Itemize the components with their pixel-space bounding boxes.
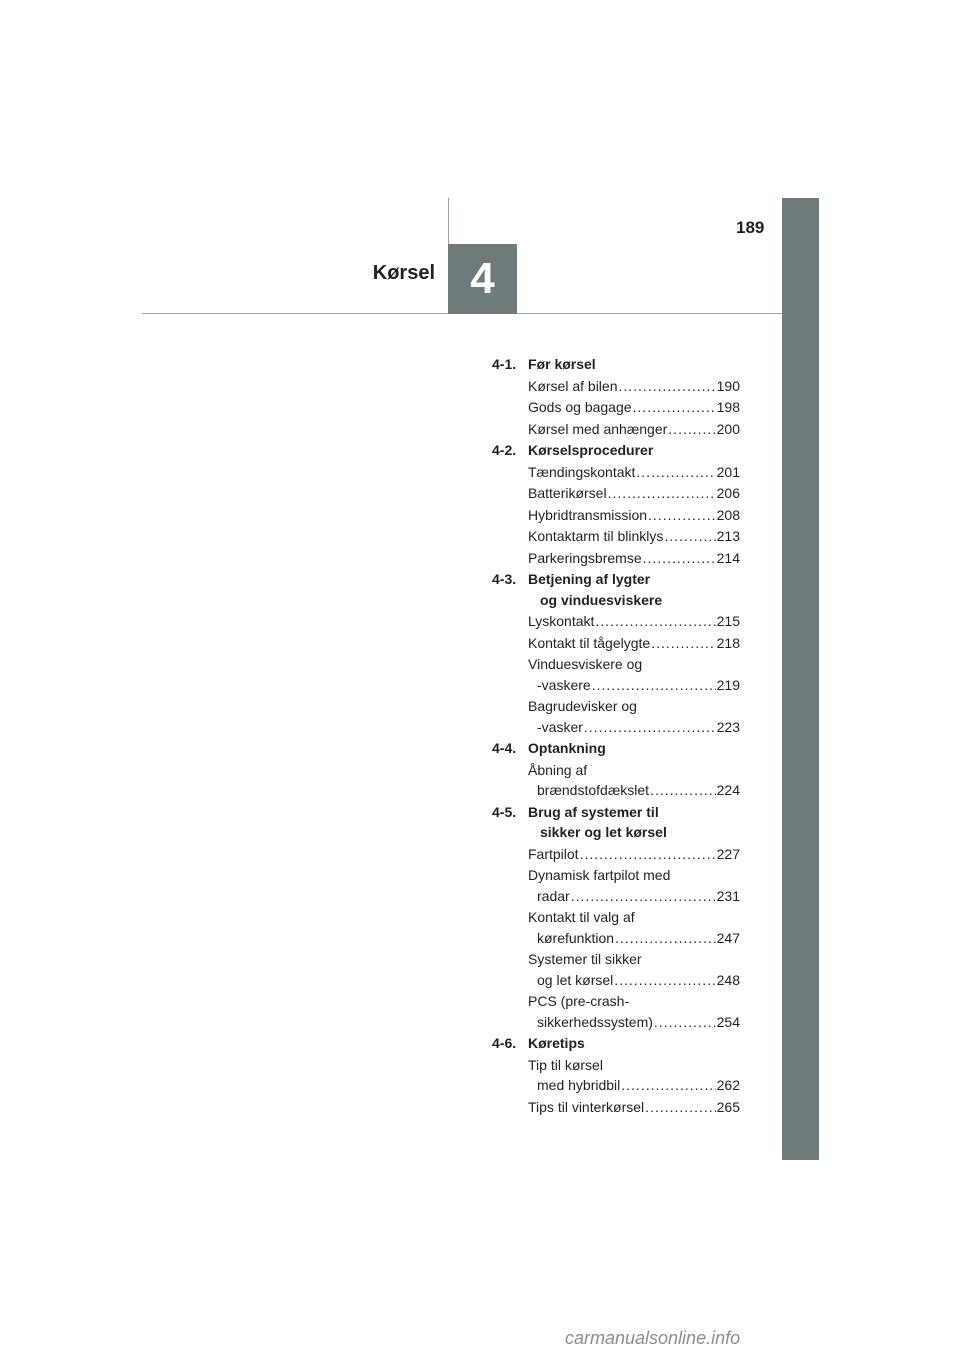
toc-entry-link[interactable] xyxy=(528,991,740,1032)
toc-section xyxy=(492,1033,740,1117)
section-number: 4-2. xyxy=(492,442,517,458)
entry-label-line: Vinduesviskere og xyxy=(528,656,643,672)
section-title xyxy=(528,738,740,759)
section-title xyxy=(528,802,740,843)
toc-entry-link[interactable] xyxy=(528,949,740,990)
entry-label: Tændingskontakt xyxy=(528,463,636,480)
page-number: 189 xyxy=(736,218,765,237)
section-heading xyxy=(492,569,740,610)
entry-label: Parkeringsbremse xyxy=(528,549,642,566)
section-title xyxy=(528,354,740,375)
section-title-line: og vinduesviskere xyxy=(540,591,663,608)
chapter-side-tab xyxy=(782,198,819,1160)
entry-row xyxy=(528,633,740,654)
table-of-contents xyxy=(492,354,740,1118)
toc-entry-link[interactable] xyxy=(528,1055,740,1096)
entry-row xyxy=(528,1075,740,1096)
entry-page-number: 254 xyxy=(716,1013,740,1030)
dot-leader xyxy=(648,505,716,526)
toc-entry-link[interactable] xyxy=(528,397,740,418)
entry-page-number: 214 xyxy=(716,549,740,566)
entry-row xyxy=(528,1012,740,1033)
toc-entry-link[interactable] xyxy=(528,611,740,632)
dot-leader xyxy=(651,633,715,654)
toc-entry-link[interactable] xyxy=(528,654,740,695)
dot-leader xyxy=(664,526,715,547)
entry-label: -vaskere xyxy=(537,676,591,693)
entry-label: Kørsel af bilen xyxy=(528,377,618,394)
toc-entry-link[interactable] xyxy=(528,526,740,547)
entry-label-line: Bagrudevisker og xyxy=(528,698,637,714)
entry-row xyxy=(528,526,740,547)
entry-label: Kontaktarm til blinklys xyxy=(528,528,664,544)
dot-leader xyxy=(645,1097,715,1118)
dot-leader xyxy=(643,548,716,569)
entry-page-number: 213 xyxy=(716,528,740,544)
entry-label: brændstofdækslet xyxy=(537,782,650,798)
entry-row xyxy=(528,611,740,632)
entry-page-number: 227 xyxy=(716,845,740,862)
section-title-line: sikker og let kørsel xyxy=(540,824,667,840)
dot-leader xyxy=(614,970,715,991)
section-number: 4-4. xyxy=(492,740,517,756)
toc-section xyxy=(492,738,740,801)
section-heading xyxy=(492,738,740,759)
toc-entry-link[interactable] xyxy=(528,419,740,440)
section-number: 4-3. xyxy=(492,571,517,587)
entry-page-number: 218 xyxy=(716,634,740,651)
chapter-title: Kørsel xyxy=(372,262,435,284)
section-title-line: Brug af systemer til xyxy=(528,803,659,820)
dot-leader xyxy=(621,1075,715,1096)
entry-label-line: Åbning af xyxy=(528,761,588,778)
entry-label: Hybridtransmission xyxy=(528,506,648,523)
dot-leader xyxy=(618,376,715,397)
entry-row xyxy=(528,1097,740,1118)
entry-label-line: Tip til kørsel xyxy=(528,1056,603,1073)
watermark: carmanualsonline.info xyxy=(565,1328,741,1348)
entry-row xyxy=(528,970,740,991)
entry-page-number: 208 xyxy=(716,506,740,523)
entry-page-number: 223 xyxy=(716,718,740,735)
entry-row xyxy=(528,462,740,483)
entry-page-number: 215 xyxy=(716,613,740,629)
dot-leader xyxy=(595,611,715,632)
entry-page-number: 206 xyxy=(716,485,740,501)
entry-page-number: 248 xyxy=(716,971,740,988)
entry-row xyxy=(528,844,740,865)
section-title-line: Kørselsprocedurer xyxy=(528,442,654,458)
dot-leader xyxy=(608,483,716,504)
dot-leader xyxy=(650,780,716,801)
entry-label: Kontakt til tågelygte xyxy=(528,634,651,651)
entry-label-line: Dynamisk fartpilot med xyxy=(528,867,671,883)
entry-page-number: 190 xyxy=(716,377,740,394)
section-title xyxy=(528,440,740,461)
entry-label-line: Kontakt til valg af xyxy=(528,909,635,925)
entry-label-line: Systemer til sikker xyxy=(528,951,642,967)
entry-page-number: 201 xyxy=(716,463,740,480)
section-heading xyxy=(492,1033,740,1054)
section-heading xyxy=(492,802,740,843)
toc-entry-link[interactable] xyxy=(528,696,740,737)
entry-label: sikkerhedssystem) xyxy=(537,1013,653,1030)
header-divider-vertical xyxy=(448,198,449,244)
toc-entry-link[interactable] xyxy=(528,760,740,801)
entry-label: Lyskontakt xyxy=(528,613,595,629)
toc-section xyxy=(492,569,740,737)
entry-label: kørefunktion xyxy=(537,929,615,946)
entry-label: Tips til vinterkørsel xyxy=(528,1098,645,1115)
section-title xyxy=(528,1033,740,1054)
entry-label: Gods og bagage xyxy=(528,399,632,415)
toc-entry-link[interactable] xyxy=(528,865,740,906)
entry-page-number: 200 xyxy=(716,420,740,437)
toc-entry-link[interactable] xyxy=(528,633,740,654)
dot-leader xyxy=(636,462,715,483)
toc-entry-link[interactable] xyxy=(528,483,740,504)
toc-section xyxy=(492,354,740,439)
entry-row xyxy=(528,397,740,418)
section-heading xyxy=(492,440,740,461)
section-number: 4-6. xyxy=(492,1035,517,1051)
dot-leader xyxy=(615,928,716,949)
entry-label-line: PCS (pre-crash- xyxy=(528,993,630,1009)
entry-row xyxy=(528,886,740,907)
section-number: 4-1. xyxy=(492,356,517,372)
entry-row xyxy=(528,717,740,738)
dot-leader xyxy=(654,1012,716,1033)
entry-label: Fartpilot xyxy=(528,845,579,862)
entry-page-number: 265 xyxy=(716,1098,740,1115)
entry-page-number: 198 xyxy=(716,399,740,415)
section-title-line: Køretips xyxy=(528,1035,585,1051)
dot-leader xyxy=(584,717,716,738)
entry-row xyxy=(528,376,740,397)
dot-leader xyxy=(633,397,716,418)
entry-label: og let kørsel xyxy=(537,971,614,988)
section-title-line: Betjening af lygter xyxy=(528,571,651,587)
toc-entry-link[interactable] xyxy=(528,505,740,526)
entry-row xyxy=(528,780,740,801)
toc-section xyxy=(492,802,740,1033)
toc-entry-link[interactable] xyxy=(528,462,740,483)
toc-entry-link[interactable] xyxy=(528,1097,740,1118)
entry-page-number: 224 xyxy=(716,782,740,798)
dot-leader xyxy=(580,844,716,865)
entry-row xyxy=(528,505,740,526)
entry-label: Kørsel med anhænger xyxy=(528,420,668,437)
dot-leader xyxy=(592,675,716,696)
entry-page-number: 247 xyxy=(716,929,740,946)
entry-page-number: 219 xyxy=(716,676,740,693)
dot-leader xyxy=(668,419,715,440)
entry-label: med hybridbil xyxy=(537,1077,621,1093)
section-title-line: Før kørsel xyxy=(528,356,596,372)
section-title xyxy=(528,569,740,610)
dot-leader xyxy=(571,886,716,907)
entry-label: radar xyxy=(537,887,570,904)
entry-row xyxy=(528,548,740,569)
entry-row xyxy=(528,928,740,949)
toc-entry-link[interactable] xyxy=(528,548,740,569)
entry-row xyxy=(528,675,740,696)
toc-entry-link[interactable] xyxy=(528,907,740,948)
toc-section xyxy=(492,440,740,568)
toc-entry-link[interactable] xyxy=(528,376,740,397)
entry-row xyxy=(528,419,740,440)
section-number: 4-5. xyxy=(492,803,517,820)
entry-label: Batterikørsel xyxy=(528,485,607,501)
toc-entry-link[interactable] xyxy=(528,844,740,865)
section-heading xyxy=(492,354,740,375)
section-title-line: Optankning xyxy=(528,740,606,756)
chapter-number: 4 xyxy=(470,254,495,303)
entry-page-number: 262 xyxy=(716,1077,740,1093)
entry-page-number: 231 xyxy=(716,887,740,904)
chapter-number-box xyxy=(448,244,517,314)
entry-row xyxy=(528,483,740,504)
entry-label: -vasker xyxy=(537,718,583,735)
